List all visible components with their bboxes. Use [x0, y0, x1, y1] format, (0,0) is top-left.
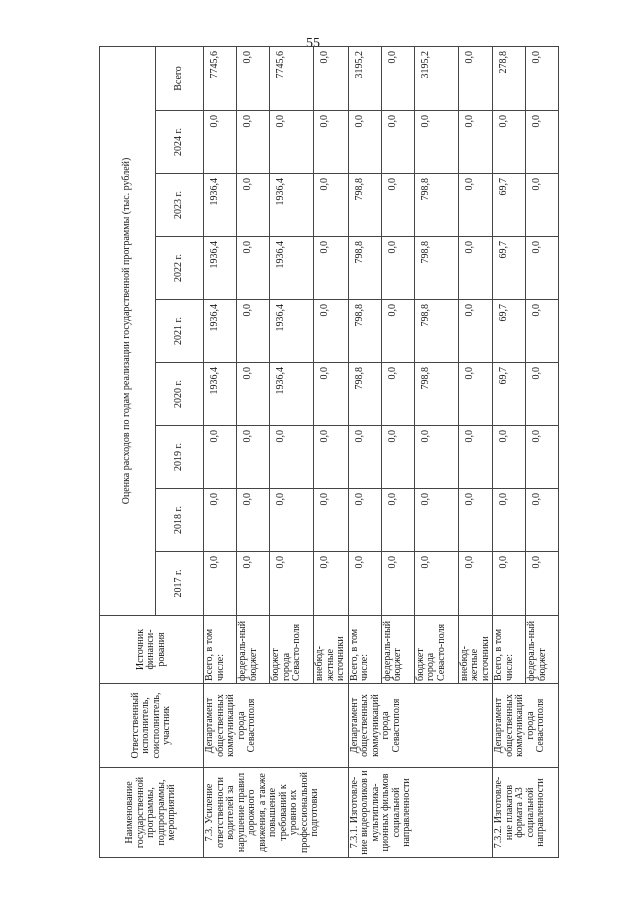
year-value-cell: 0,0 [314, 489, 349, 552]
year-value-cell: 0,0 [458, 111, 493, 174]
year-value-cell: 798,8 [414, 174, 458, 237]
year-value-cell: 0,0 [237, 237, 270, 300]
year-value-cell: 0,0 [414, 111, 458, 174]
year-value-cell: 1936,4 [204, 174, 237, 237]
year-value-cell: 0,0 [526, 300, 559, 363]
year-value-cell: 0,0 [526, 489, 559, 552]
executor-cell: Департамент общественных коммуникаций города Севастополя [493, 684, 559, 768]
year-value-cell: 0,0 [458, 237, 493, 300]
year-value-cell: 0,0 [526, 111, 559, 174]
year-value-cell: 798,8 [348, 363, 381, 426]
year-value-cell: 0,0 [237, 552, 270, 616]
year-value-cell: 0,0 [204, 489, 237, 552]
year-value-cell: 0,0 [314, 426, 349, 489]
page-number: 55 [306, 36, 320, 51]
year-value-cell: 0,0 [237, 489, 270, 552]
year-value-cell: 0,0 [314, 300, 349, 363]
header-estimate: Оценка расходов по годам реализации государственной программы (тыс. рублей) [100, 46, 156, 615]
table-row [204, 46, 237, 857]
funding-source: внебюд-жетные источники [314, 616, 349, 684]
year-value-cell: 0,0 [204, 552, 237, 616]
year-value-cell: 0,0 [204, 426, 237, 489]
header-year: 2017 г. [156, 552, 204, 616]
year-value-cell: 0,0 [314, 111, 349, 174]
header-year: 2020 г. [156, 363, 204, 426]
year-value-cell: 0,0 [237, 174, 270, 237]
year-value-cell: 0,0 [493, 489, 526, 552]
total-cell: 278,8 [493, 46, 526, 110]
year-value-cell: 0,0 [526, 174, 559, 237]
year-value-cell: 798,8 [348, 237, 381, 300]
year-value-cell: 798,8 [348, 174, 381, 237]
year-value-cell: 0,0 [381, 237, 414, 300]
year-value-cell: 69,7 [493, 174, 526, 237]
header-source: Источник финанси-рования [100, 616, 204, 684]
header-year: 2022 г. [156, 237, 204, 300]
year-value-cell: 0,0 [237, 363, 270, 426]
year-value-cell: 1936,4 [204, 300, 237, 363]
year-value-cell: 0,0 [493, 552, 526, 616]
year-value-cell: 798,8 [414, 363, 458, 426]
year-value-cell: 69,7 [493, 300, 526, 363]
total-cell: 7745,6 [270, 46, 314, 110]
year-value-cell: 798,8 [414, 237, 458, 300]
year-value-cell: 0,0 [348, 489, 381, 552]
year-value-cell: 0,0 [237, 111, 270, 174]
year-value-cell: 0,0 [270, 111, 314, 174]
year-value-cell: 0,0 [381, 111, 414, 174]
funding-source: Всего, в том числе: [348, 616, 381, 684]
funding-source: Всего, в том числе: [204, 616, 237, 684]
year-value-cell: 1936,4 [270, 300, 314, 363]
year-value-cell: 0,0 [458, 552, 493, 616]
year-value-cell: 0,0 [526, 426, 559, 489]
total-cell: 0,0 [458, 46, 493, 110]
year-value-cell: 0,0 [270, 489, 314, 552]
year-value-cell: 0,0 [314, 174, 349, 237]
year-value-cell: 1936,4 [204, 363, 237, 426]
executor-cell: Департамент общественных коммуникаций города Севастополя [204, 684, 349, 768]
year-value-cell: 0,0 [381, 489, 414, 552]
table-row [348, 46, 381, 857]
year-value-cell: 0,0 [381, 174, 414, 237]
year-value-cell: 0,0 [414, 426, 458, 489]
header-year: 2024 г. [156, 111, 204, 174]
funding-source: внебюд-жетные источники [458, 616, 493, 684]
total-cell: 3195,2 [348, 46, 381, 110]
budget-table [99, 46, 559, 858]
year-value-cell: 0,0 [381, 363, 414, 426]
header-executor: Ответственный исполнитель, соисполнитель, участник [100, 684, 204, 768]
total-cell: 3195,2 [414, 46, 458, 110]
year-value-cell: 0,0 [458, 489, 493, 552]
year-value-cell: 0,0 [526, 552, 559, 616]
total-cell: 7745,6 [204, 46, 237, 110]
year-value-cell: 0,0 [526, 237, 559, 300]
year-value-cell: 0,0 [348, 552, 381, 616]
year-value-cell: 0,0 [414, 489, 458, 552]
year-value-cell: 0,0 [314, 363, 349, 426]
funding-source: бюджет города Севасто-поля [414, 616, 458, 684]
measure-name: 7.3.2. Изготовле-ние плакатов формата А3 социальной направленности [493, 768, 559, 858]
funding-source: федераль-ный бюджет [526, 616, 559, 684]
year-value-cell: 0,0 [204, 111, 237, 174]
funding-source: Всего, в том числе: [493, 616, 526, 684]
year-value-cell: 1936,4 [270, 363, 314, 426]
year-value-cell: 0,0 [270, 426, 314, 489]
year-value-cell: 0,0 [458, 426, 493, 489]
year-value-cell: 0,0 [493, 426, 526, 489]
year-value-cell: 0,0 [237, 426, 270, 489]
total-cell: 0,0 [381, 46, 414, 110]
year-value-cell: 0,0 [414, 552, 458, 616]
year-value-cell: 798,8 [414, 300, 458, 363]
total-cell: 0,0 [314, 46, 349, 110]
year-value-cell: 1936,4 [270, 237, 314, 300]
year-value-cell: 798,8 [348, 300, 381, 363]
funding-source: федераль-ный бюджет [237, 616, 270, 684]
year-value-cell: 0,0 [270, 552, 314, 616]
header-year: 2018 г. [156, 489, 204, 552]
total-cell: 0,0 [237, 46, 270, 110]
year-value-cell: 0,0 [348, 426, 381, 489]
year-value-cell: 0,0 [458, 363, 493, 426]
year-value-cell: 0,0 [381, 300, 414, 363]
year-value-cell: 0,0 [314, 552, 349, 616]
measure-name: 7.3. Усиление ответственности водителей за нарушение правил дорожного движения, а также повышение требований к уровню их профессиональной подготовки [204, 768, 349, 858]
year-value-cell: 69,7 [493, 363, 526, 426]
header-year: 2019 г. [156, 426, 204, 489]
year-value-cell: 0,0 [381, 552, 414, 616]
total-cell: 0,0 [526, 46, 559, 110]
year-value-cell: 1936,4 [204, 237, 237, 300]
year-value-cell: 69,7 [493, 237, 526, 300]
year-value-cell: 0,0 [526, 363, 559, 426]
header-year: 2021 г. [156, 300, 204, 363]
year-value-cell: 1936,4 [270, 174, 314, 237]
year-value-cell: 0,0 [237, 300, 270, 363]
table-row [493, 46, 526, 857]
year-value-cell: 0,0 [314, 237, 349, 300]
header-year: 2023 г. [156, 174, 204, 237]
rotated-table-container [99, 50, 548, 858]
header-total: Всего [156, 46, 204, 110]
funding-source: бюджет города Севасто-поля [270, 616, 314, 684]
year-value-cell: 0,0 [458, 300, 493, 363]
funding-source: федераль-ный бюджет [381, 616, 414, 684]
year-value-cell: 0,0 [381, 426, 414, 489]
executor-cell: Департамент общественных коммуникаций города Севастополя [348, 684, 493, 768]
year-value-cell: 0,0 [458, 174, 493, 237]
year-value-cell: 0,0 [348, 111, 381, 174]
year-value-cell: 0,0 [493, 111, 526, 174]
header-name: Наименование государственной программы, подпрограммы, мероприятий [100, 768, 204, 858]
measure-name: 7.3.1. Изготовле-ние видеороликов и мультиплика-ционных фильмов социальной направленности [348, 768, 493, 858]
